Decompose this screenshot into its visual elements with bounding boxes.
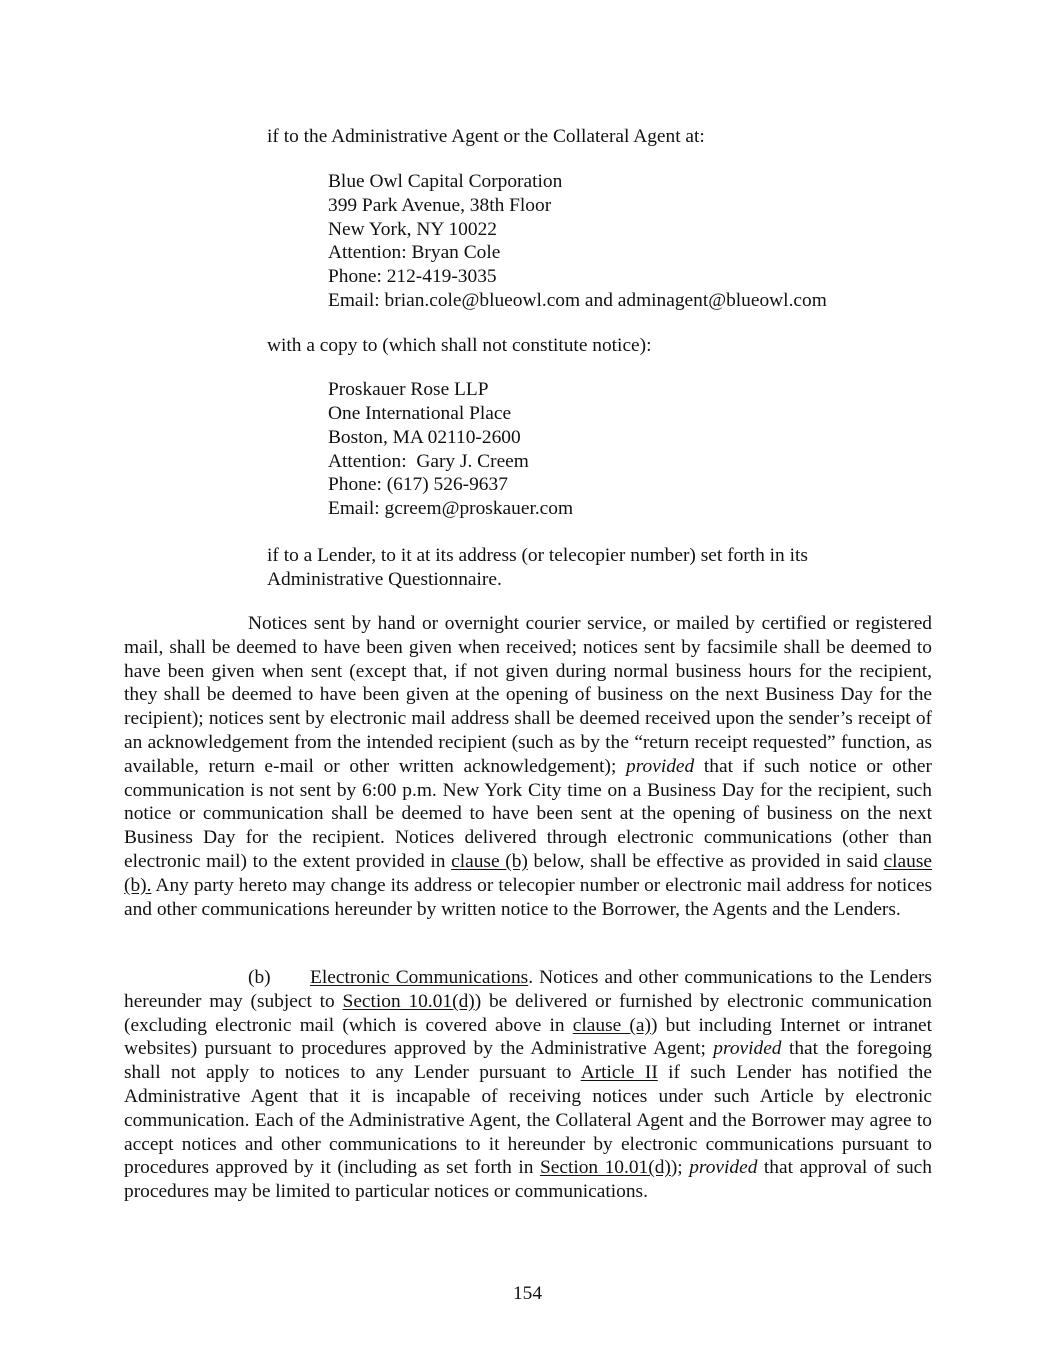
address-line: Email: gcreem@proskauer.com bbox=[328, 498, 574, 519]
notices-paragraph bbox=[124, 612, 932, 921]
address-line: Boston, MA 02110-2600 bbox=[328, 427, 521, 448]
paragraph-text: that approval of such procedures may be limited to particular notices or communications. bbox=[124, 1157, 932, 1203]
provided-italic: provided bbox=[626, 755, 695, 777]
paragraph-text: . Notices and other communications to the Lenders hereunder may (subject to bbox=[124, 967, 932, 1012]
admin-intro: if to the Administrative Agent or the Collateral Agent at: bbox=[267, 126, 705, 147]
address-line: Phone: (617) 526-9637 bbox=[328, 474, 508, 495]
paragraph-text: ); bbox=[670, 1157, 683, 1179]
address-line: Blue Owl Capital Corporation bbox=[328, 171, 563, 192]
article-reference: Article II bbox=[580, 1062, 658, 1084]
address-line: Email: brian.cole@blueowl.com and adminagent@blueowl.com bbox=[328, 290, 827, 311]
section-b-paragraph bbox=[124, 966, 932, 1204]
clause-b-reference: clause (b) bbox=[451, 850, 528, 872]
section-reference: Section 10.01(d) bbox=[342, 990, 475, 1012]
address-line: One International Place bbox=[328, 403, 512, 424]
address-line: Proskauer Rose LLP bbox=[328, 379, 489, 400]
paragraph-text: Notices sent by hand or overnight courier service, or mailed by certified or registered mail, shall be deemed to have been given when received; notices sent by facsimile shall be deemed to have been given when sent (except that, if not given during normal business hours for the recipient, they shall be deemed to have been given at the opening of business on the next Business Day for the recipient); notices sent by electronic mail address shall be deemed received upon the sender’s receipt of an acknowledgement from the intended recipient (such as by the “return receipt requested” function, as available, return e-mail or other written acknowledgement); bbox=[124, 613, 932, 777]
provided-italic: provided bbox=[689, 1157, 758, 1179]
paragraph-text: ) be delivered or furnished by electronic communication (excluding electronic mail (which is covered above in bbox=[124, 990, 933, 1036]
paragraph-text: ) but including Internet or intranet websites) pursuant to procedures approved by the Administrative Agent; bbox=[124, 1014, 933, 1060]
page-number: 154 bbox=[512, 1283, 543, 1304]
clause-b-reference: clause (b). bbox=[124, 850, 933, 896]
address-line: New York, NY 10022 bbox=[328, 219, 497, 240]
address-line: Attention: Bryan Cole bbox=[328, 242, 501, 263]
address-line: Attention: Gary J. Creem bbox=[328, 451, 529, 472]
lender-line: Administrative Questionnaire. bbox=[267, 569, 502, 590]
paragraph-text: that the foregoing shall not apply to notices to any Lender pursuant to bbox=[124, 1038, 932, 1084]
section-b-heading: Electronic Communications bbox=[310, 967, 529, 988]
section-reference: Section 10.01(d) bbox=[539, 1157, 671, 1179]
clause-a-reference: clause (a) bbox=[572, 1014, 651, 1036]
paragraph-text: if such Lender has notified the Administrative Agent that it is incapable of receiving notices under such Article by electronic communication. Each of the Administrative Agent, the Collateral Agent and the Borrower may agree to accept notices and other communications to it hereunder by electronic communications pursuant to procedures approved by it (including as set forth in bbox=[124, 1062, 932, 1179]
address-line: 399 Park Avenue, 38th Floor bbox=[328, 195, 552, 216]
paragraph-text: below, shall be effective as provided in said bbox=[527, 850, 884, 872]
provided-italic: provided bbox=[713, 1038, 782, 1060]
address-line: Phone: 212-419-3035 bbox=[328, 266, 497, 287]
lender-line: if to a Lender, to it at its address (or telecopier number) set forth in its bbox=[267, 545, 808, 566]
copy-intro: with a copy to (which shall not constitute notice): bbox=[267, 335, 652, 356]
paragraph-text: that if such notice or other communication is not sent by 6:00 p.m. New York City time on a Business Day for the recipient, such notice or communication shall be deemed to have been sent at the opening of business on the next Business Day for the recipient. Notices delivered through electronic communications (other than electronic mail) to the extent provided in bbox=[124, 755, 932, 872]
paragraph-text: Any party hereto may change its address or telecopier number or electronic mail address for notices and other communications hereunder by written notice to the Borrower, the Agents and the Lenders. bbox=[124, 874, 932, 920]
section-b-label: (b) bbox=[248, 967, 271, 988]
